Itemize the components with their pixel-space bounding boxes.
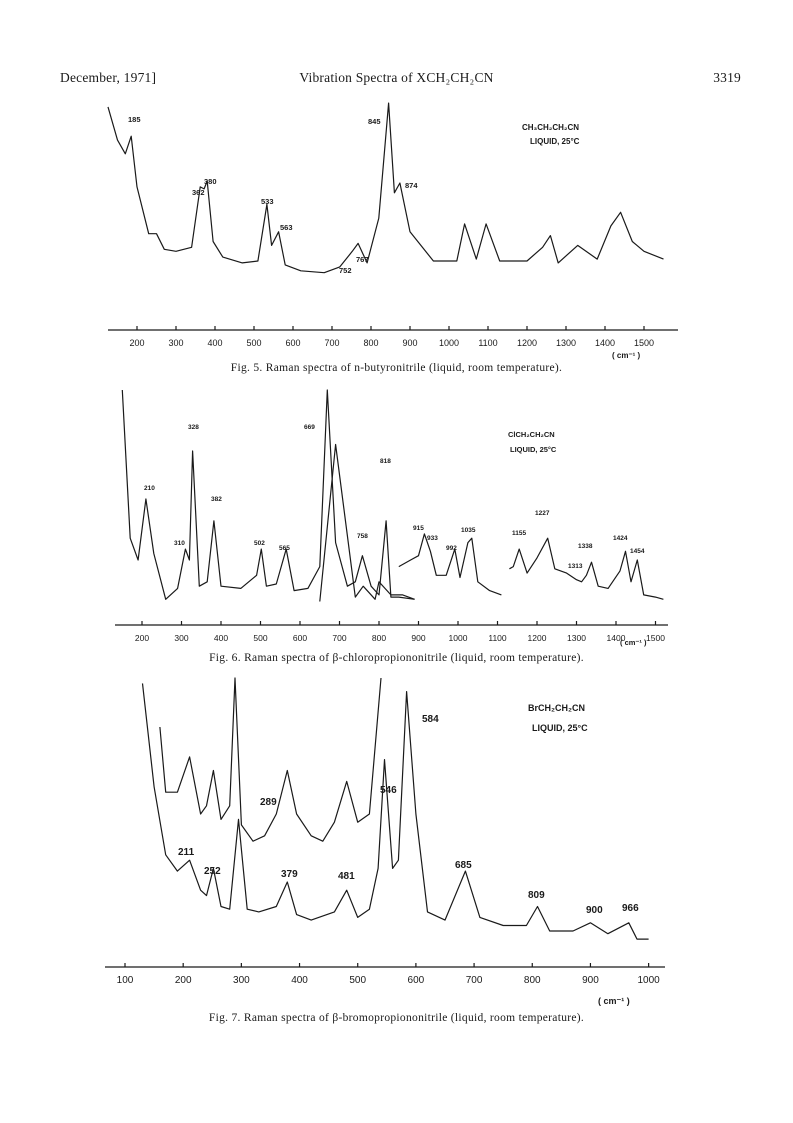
unit-label: ( cm⁻¹ ) xyxy=(612,351,641,360)
x-tick-label: 1100 xyxy=(488,633,507,643)
x-tick-label: 400 xyxy=(213,633,229,643)
x-tick-label: 100 xyxy=(116,975,134,986)
spectrum-trace-2 xyxy=(160,678,381,841)
x-tick-label: 1000 xyxy=(438,338,460,348)
x-tick-label: 400 xyxy=(207,338,223,348)
x-tick-label: 1200 xyxy=(516,338,538,348)
peak-label: 669 xyxy=(304,424,315,431)
x-tick-label: 600 xyxy=(407,975,425,986)
running-header-title: Vibration Spectra of XCH₂CH₂CN xyxy=(299,70,494,85)
peak-label: 915 xyxy=(413,525,424,532)
peak-label: 809 xyxy=(528,890,545,901)
peak-label: 289 xyxy=(260,797,277,808)
x-tick-label: 300 xyxy=(168,338,184,348)
peak-label: 1454 xyxy=(630,548,645,555)
x-tick-label: 1000 xyxy=(637,975,660,986)
x-tick-label: 1000 xyxy=(448,633,468,643)
x-tick-label: 200 xyxy=(174,975,192,986)
x-tick-label: 1500 xyxy=(633,338,655,348)
compound-label: CH₃CH₂CH₂CN xyxy=(522,123,580,132)
peak-label: 874 xyxy=(405,181,418,190)
x-tick-label: 1200 xyxy=(527,633,547,643)
x-tick-label: 800 xyxy=(523,975,541,986)
x-tick-label: 600 xyxy=(292,633,308,643)
x-tick-label: 900 xyxy=(402,338,418,348)
figure-5-caption: Fig. 5. Raman spectra of n-butyronitrile (liquid, room temperature). xyxy=(230,362,563,374)
x-tick-label: 1500 xyxy=(646,633,665,643)
x-tick-label: 200 xyxy=(129,338,145,348)
peak-label: 565 xyxy=(279,545,290,552)
peak-label: 767 xyxy=(356,255,369,264)
x-tick-label: 300 xyxy=(174,633,189,643)
figure-7-caption: Fig. 7. Raman spectra of β-bromopropiononitrile (liquid, room temperature). xyxy=(208,1012,585,1024)
x-tick-label: 300 xyxy=(233,975,250,986)
x-tick-label: 700 xyxy=(324,338,340,348)
condition-label: LIQUID, 25°C xyxy=(532,723,588,733)
x-tick-label: 900 xyxy=(411,633,426,643)
peak-label: 1313 xyxy=(568,563,583,570)
x-tick-label: 500 xyxy=(253,633,268,643)
peak-label: 533 xyxy=(261,197,274,206)
peak-label: 752 xyxy=(339,266,352,275)
x-tick-label: 1300 xyxy=(567,633,586,643)
x-tick-label: 600 xyxy=(285,338,301,348)
peak-label: 818 xyxy=(380,458,391,465)
peak-label: 380 xyxy=(204,177,217,186)
peak-label: 900 xyxy=(586,905,603,916)
peak-label: 1155 xyxy=(512,530,527,537)
peak-label: 546 xyxy=(380,785,397,796)
peak-label: 252 xyxy=(204,866,221,877)
peak-label: 933 xyxy=(427,535,438,542)
peak-label: 758 xyxy=(357,533,368,540)
x-tick-label: 800 xyxy=(371,633,387,643)
peak-label: 211 xyxy=(178,847,195,858)
page-number: 3319 xyxy=(713,70,741,85)
spectrum-trace-1 xyxy=(143,683,649,939)
x-tick-label: 1400 xyxy=(594,338,616,348)
unit-label: ( cm⁻¹ ) xyxy=(598,996,630,1006)
x-tick-label: 1400 xyxy=(606,633,626,643)
peak-label: 685 xyxy=(455,860,472,871)
peak-label: 481 xyxy=(338,871,355,882)
peak-label: 382 xyxy=(211,496,222,503)
x-tick-label: 700 xyxy=(465,975,483,986)
unit-label: ( cm⁻¹ ) xyxy=(620,638,647,647)
compound-label: ClCH₂CH₂CN xyxy=(508,430,555,439)
peak-label: 1227 xyxy=(535,510,550,517)
x-tick-label: 400 xyxy=(291,975,308,986)
x-tick-label: 1100 xyxy=(478,338,498,348)
figure-6-caption: Fig. 6. Raman spectra of β-chloropropiononitrile (liquid, room temperature). xyxy=(209,652,584,664)
x-tick-label: 500 xyxy=(246,338,262,348)
x-tick-label: 500 xyxy=(349,975,367,986)
peak-label: 362 xyxy=(192,188,205,197)
peak-label: 502 xyxy=(254,540,265,547)
peak-label: 1424 xyxy=(613,535,628,542)
peak-label: 328 xyxy=(188,424,199,431)
x-tick-label: 200 xyxy=(134,633,150,643)
peak-label: 584 xyxy=(422,714,439,725)
peak-label: 379 xyxy=(281,869,298,880)
peak-label: 185 xyxy=(128,115,141,124)
peak-label: 1035 xyxy=(461,527,476,534)
peak-label: 310 xyxy=(174,540,185,547)
x-tick-label: 1300 xyxy=(555,338,577,348)
condition-label: LIQUID, 25°C xyxy=(510,445,557,454)
x-tick-label: 700 xyxy=(332,633,347,643)
peak-label: 1338 xyxy=(578,543,593,550)
condition-label: LIQUID, 25°C xyxy=(530,137,580,146)
peak-label: 210 xyxy=(144,485,155,492)
peak-label: 563 xyxy=(280,223,293,232)
peak-label: 966 xyxy=(622,903,639,914)
peak-label: 845 xyxy=(368,117,381,126)
x-tick-label: 900 xyxy=(582,975,599,986)
x-tick-label: 800 xyxy=(363,338,379,348)
peak-label: 992 xyxy=(446,545,457,552)
running-header-date: December, 1971] xyxy=(60,70,157,85)
compound-label: BrCH₂CH₂CN xyxy=(528,703,585,713)
